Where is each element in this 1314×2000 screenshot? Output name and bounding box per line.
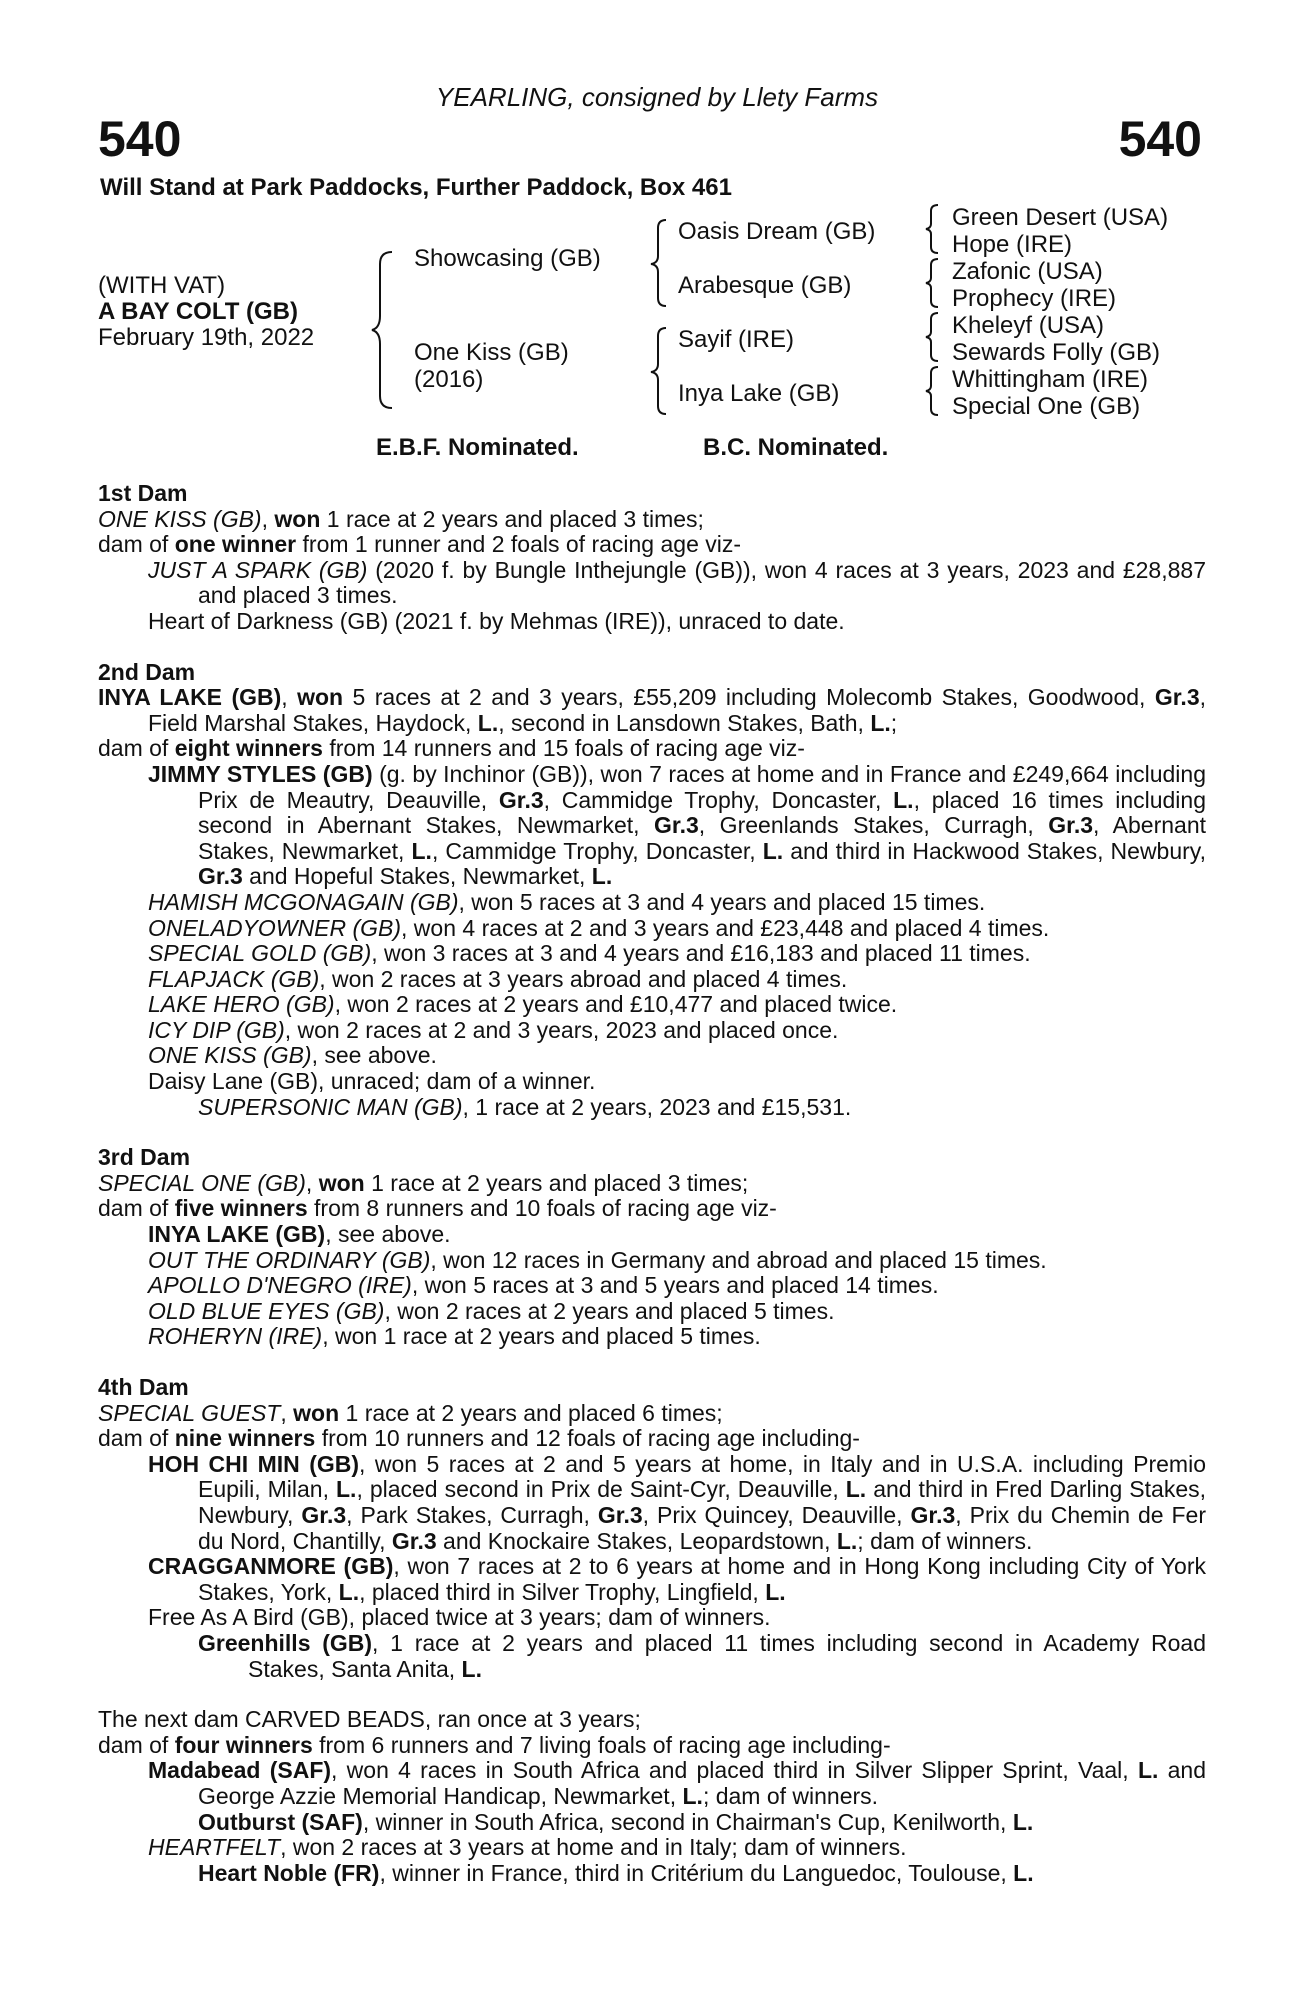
vat-note: (WITH VAT)	[98, 272, 226, 299]
brace-g3-4	[924, 366, 944, 416]
produce-entry: JIMMY STYLES (GB) (g. by Inchinor (GB)), won 7 races at home and in France and £249,664 including Prix de Meautry, Deauville, Gr.3, Cammidge Trophy, Doncaster, L., placed 16 times including second in Abernant Stakes, Newmarket, Gr.3, Greenlands Stakes, Curragh, Gr.3, Abernant Stakes, Newmarket, L., Cammidge Trophy, Doncaster, L. and third in Hackwood Stakes, Newbury, Gr.3 and Hopeful Stakes, Newmarket, L.	[148, 760, 1206, 890]
third-dam-section	[98, 1145, 1206, 1350]
dam-year: (2016)	[414, 366, 484, 393]
brace-g3-1	[924, 204, 944, 254]
g3-whittingham: Whittingham (IRE)	[952, 366, 1149, 393]
produce-entry: HEARTFELT, won 2 races at 3 years at home and in Italy; dam of winners.	[148, 1834, 907, 1861]
g3-zafonic: Zafonic (USA)	[952, 258, 1103, 285]
produce-entry: OUT THE ORDINARY (GB), won 12 races in Germany and abroad and placed 15 times.	[148, 1246, 1047, 1273]
produce-entry: Free As A Bird (GB), placed twice at 3 years; dam of winners.	[148, 1604, 771, 1631]
produce-entry: OLD BLUE EYES (GB), won 2 races at 2 years and placed 5 times.	[148, 1297, 835, 1324]
dam-line: SPECIAL ONE (GB), won 1 race at 2 years and placed 3 times;	[98, 1169, 749, 1196]
foaling-date: February 19th, 2022	[98, 324, 315, 351]
section-heading: 3rd Dam	[98, 1144, 191, 1171]
produce-entry: INYA LAKE (GB), see above.	[148, 1221, 451, 1248]
produce-entry: JUST A SPARK (GB) (2020 f. by Bungle Inthejungle (GB)), won 4 races at 3 years, 2023 and £28,887 and placed 3 times.	[148, 556, 1206, 609]
produce-entry-second-gen: Outburst (SAF), winner in South Africa, second in Chairman's Cup, Kenilworth, L.	[198, 1808, 1034, 1835]
dam-line: The next dam CARVED BEADS, ran once at 3 years;	[98, 1706, 641, 1733]
g3-special-one: Special One (GB)	[952, 393, 1141, 420]
produce-entry: FLAPJACK (GB), won 2 races at 3 years abroad and placed 4 times.	[148, 965, 848, 992]
lot-number-left: 540	[98, 111, 182, 167]
section-heading: 4th Dam	[98, 1374, 189, 1400]
produce-entry: Madabead (SAF), won 4 races in South Africa and placed third in Silver Slipper Sprint, Vaal, L. and George Azzie Memorial Handicap, Newmarket, L.; dam of winners.	[148, 1757, 1207, 1809]
stand-location: Will Stand at Park Paddocks, Further Paddock, Box 461	[100, 174, 732, 201]
sire-name: Showcasing (GB)	[414, 245, 601, 272]
sire-dam: Arabesque (GB)	[678, 272, 852, 299]
produce-summary: dam of four winners from 6 runners and 7 living foals of racing age including-	[98, 1731, 891, 1758]
brace-g3-3	[924, 312, 944, 362]
lot-number-right: 540	[1118, 111, 1202, 167]
catalogue-body	[98, 481, 1206, 1911]
sire-sire: Oasis Dream (GB)	[678, 218, 876, 245]
produce-entry: ONE KISS (GB), see above.	[148, 1042, 437, 1069]
bc-nominated: B.C. Nominated.	[703, 434, 889, 461]
first-dam-section	[98, 481, 1206, 635]
g3-sewards-folly: Sewards Folly (GB)	[952, 339, 1161, 366]
g3-prophecy: Prophecy (IRE)	[952, 285, 1117, 312]
produce-summary: dam of eight winners from 14 runners and 15 foals of racing age viz-	[98, 735, 805, 762]
horse-name: A BAY COLT (GB)	[98, 298, 299, 325]
brace-dam	[648, 326, 672, 416]
produce-entry: LAKE HERO (GB), won 2 races at 2 years and £10,477 and placed twice.	[148, 991, 898, 1018]
produce-entry: HAMISH MCGONAGAIN (GB), won 5 races at 3 and 4 years and placed 15 times.	[148, 888, 986, 915]
produce-entry: SPECIAL GOLD (GB), won 3 races at 3 and 4 years and £16,183 and placed 11 times.	[148, 940, 1031, 967]
g3-hope: Hope (IRE)	[952, 231, 1073, 258]
produce-entry: CRAGGANMORE (GB), won 7 races at 2 to 6 years at home and in Hong Kong including City of York Stakes, York, L., placed third in Silver Trophy, Lingfield, L.	[148, 1553, 1206, 1605]
dam-line: SPECIAL GUEST, won 1 race at 2 years and placed 6 times;	[98, 1399, 723, 1426]
produce-entry-second-gen: SUPERSONIC MAN (GB), 1 race at 2 years, 2023 and £15,531.	[198, 1093, 852, 1120]
brace-main	[370, 250, 400, 410]
section-heading: 1st Dam	[98, 480, 188, 506]
next-dam-section	[98, 1707, 1206, 1886]
consignor-line: YEARLING, consigned by Llety Farms	[435, 82, 879, 112]
dam-name: One Kiss (GB)	[414, 339, 569, 366]
produce-entry: Heart of Darkness (GB) (2021 f. by Mehmas (IRE)), unraced to date.	[148, 607, 845, 634]
g3-kheleyf: Kheleyf (USA)	[952, 312, 1105, 339]
produce-entry: ROHERYN (IRE), won 1 race at 2 years and placed 5 times.	[148, 1323, 761, 1350]
dam-line: INYA LAKE (GB), won 5 races at 2 and 3 years, £55,209 including Molecomb Stakes, Goodwood, Gr.3, Field Marshal Stakes, Haydock, L., second in Lansdown Stakes, Bath, L.;	[98, 684, 1207, 736]
brace-sire	[648, 218, 672, 308]
second-dam-section	[98, 660, 1206, 1121]
produce-entry: APOLLO D'NEGRO (IRE), won 5 races at 3 and 5 years and placed 14 times.	[148, 1272, 939, 1299]
ebf-nominated: E.B.F. Nominated.	[376, 434, 579, 461]
g3-green-desert: Green Desert (USA)	[952, 204, 1169, 231]
fourth-dam-section	[98, 1375, 1206, 1682]
produce-entry: Daisy Lane (GB), unraced; dam of a winner.	[148, 1068, 596, 1095]
dam-sire: Sayif (IRE)	[678, 326, 795, 353]
produce-entry: ONELADYOWNER (GB), won 4 races at 2 and 3 years and £23,448 and placed 4 times.	[148, 914, 1050, 941]
brace-g3-2	[924, 258, 944, 308]
horse-name: ONE KISS (GB)	[98, 505, 262, 532]
dam-dam: Inya Lake (GB)	[678, 380, 840, 407]
dam-line: ONE KISS (GB), won 1 race at 2 years and placed 3 times;	[98, 505, 704, 532]
produce-entry-second-gen: Greenhills (GB), 1 race at 2 years and placed 11 times including second in Academy Road Stakes, Santa Anita, L.	[198, 1629, 1206, 1682]
produce-summary: dam of one winner from 1 runner and 2 foals of racing age viz-	[98, 531, 742, 558]
produce-summary: dam of nine winners from 10 runners and 12 foals of racing age including-	[98, 1425, 860, 1452]
produce-summary: dam of five winners from 8 runners and 10 foals of racing age viz-	[98, 1195, 777, 1222]
produce-entry-second-gen: Heart Noble (FR), winner in France, third in Critérium du Languedoc, Toulouse, L.	[198, 1859, 1034, 1886]
produce-entry: ICY DIP (GB), won 2 races at 2 and 3 years, 2023 and placed once.	[148, 1016, 839, 1043]
produce-entry: HOH CHI MIN (GB), won 5 races at 2 and 5 years at home, in Italy and in U.S.A. including Premio Eupili, Milan, L., placed second in Prix de Saint-Cyr, Deauville, L. and third in Fred Darling Stakes, Newbury, Gr.3, Park Stakes, Curragh, Gr.3, Prix Quincey, Deauville, Gr.3, Prix du Chemin de Fer du Nord, Chantilly, Gr.3 and Knockaire Stakes, Leopardstown, L.; dam of winners.	[148, 1450, 1207, 1554]
section-heading: 2nd Dam	[98, 658, 196, 685]
